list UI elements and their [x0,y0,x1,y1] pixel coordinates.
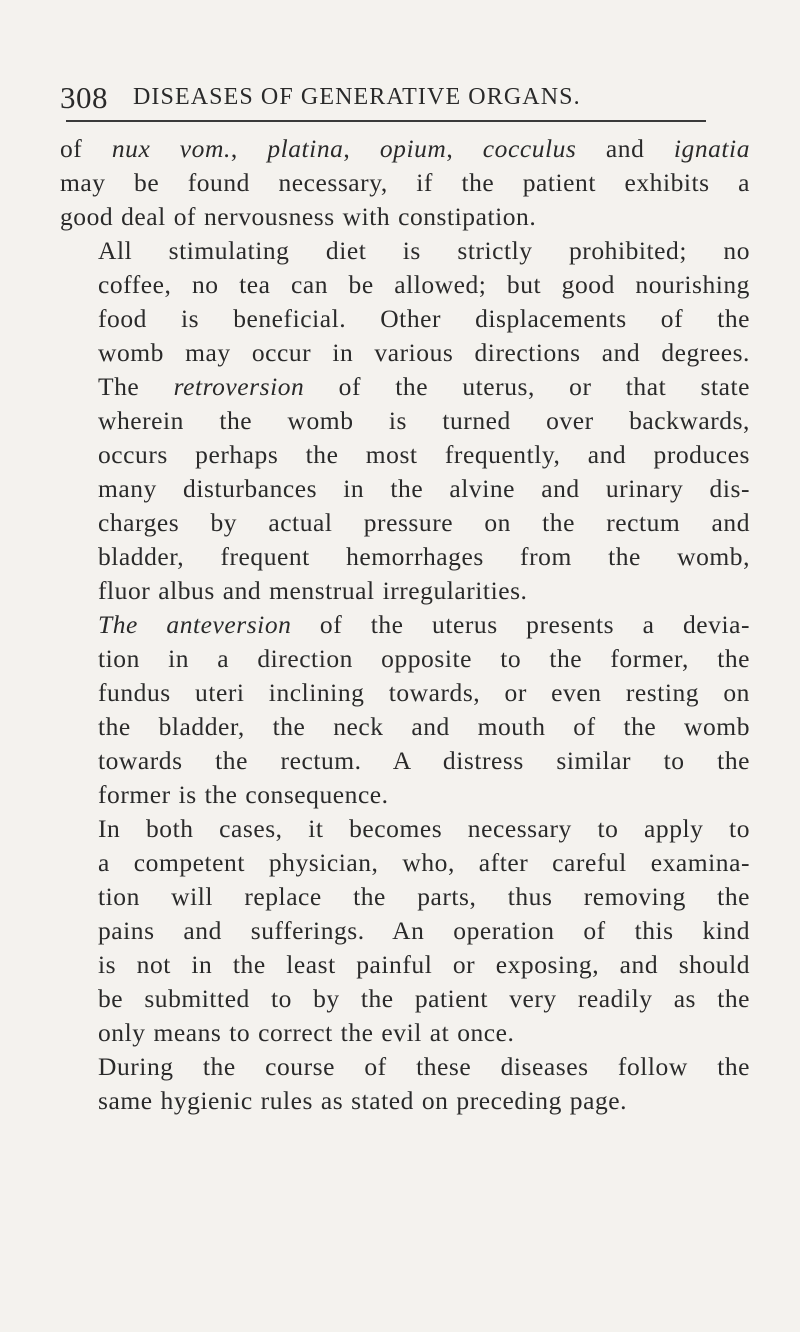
text-run: fluor albus and menstrual irregularities. [98,576,528,605]
text-run: wherein the womb is turned over backwards, [98,406,750,435]
paragraph [60,812,750,1050]
text-run: During the course of these diseases follow the [98,1052,750,1081]
text-line [60,404,750,438]
text-line [60,608,750,642]
text-line [60,1016,750,1050]
text-run: may be found necessary, if the patient exhibits a [60,168,750,197]
italic-term: ignatia [673,134,750,163]
paragraph [60,234,750,608]
text-run: only means to correct the evil at once. [98,1018,515,1047]
text-line [60,472,750,506]
text-run: of the uterus, or that state [304,372,750,401]
text-line [60,982,750,1016]
italic-term: cocculus [482,134,577,163]
italic-term: platina [267,134,344,163]
text-line [60,914,750,948]
text-run: occurs perhaps the most frequently, and produces [98,440,750,469]
text-line [60,778,750,812]
text-run: former is the consequence. [98,780,389,809]
text-line [60,540,750,574]
text-line [60,302,750,336]
text-run: , [343,134,380,163]
text-line [60,948,750,982]
text-line [60,200,750,234]
text-line [60,812,750,846]
text-line [60,880,750,914]
paragraph [60,608,750,812]
italic-term: opium [379,134,447,163]
text-line [60,710,750,744]
text-run: pains and sufferings. An operation of this kind [98,916,750,945]
text-run: the bladder, the neck and mouth of the womb [98,712,750,741]
text-line [60,1050,750,1084]
text-line [60,574,750,608]
running-head [60,80,750,120]
text-line [60,846,750,880]
text-run: be submitted to by the patient very readily as the [98,984,750,1013]
text-run: In both cases, it becomes necessary to apply to [98,814,750,843]
text-run: tion will replace the parts, thus removing the [98,882,750,911]
text-run: coffee, no tea can be allowed; but good nourishing [98,270,750,299]
text-run: bladder, frequent hemorrhages from the womb, [98,542,750,571]
text-run: fundus uteri inclining towards, or even resting on [98,678,750,707]
text-run: many disturbances in the alvine and urinary dis- [98,474,750,503]
text-run: of the uterus presents a devia- [291,610,750,639]
text-run: The [98,372,174,401]
body-text [60,132,750,1118]
text-line [60,744,750,778]
text-run: and [576,134,674,163]
text-line [60,642,750,676]
text-line [60,132,750,166]
text-line [60,336,750,370]
paragraph [60,132,750,234]
text-run: tion in a direction opposite to the former, the [98,644,750,673]
italic-term: nux vom. [111,134,231,163]
text-line [60,370,750,404]
page-number: 308 [60,80,108,115]
text-run: , [446,134,483,163]
text-run: charges by actual pressure on the rectum and [98,508,750,537]
text-run: good deal of nervousness with constipation. [60,202,537,231]
text-run: , [230,134,268,163]
running-title: DISEASES OF GENERATIVE ORGANS. [133,84,581,110]
header-rule [66,120,706,122]
italic-term: retroversion [173,372,305,401]
text-run: All stimulating diet is strictly prohibited; no [98,236,750,265]
text-run: same hygienic rules as stated on preceding page. [98,1086,628,1115]
book-page [60,80,750,1118]
text-line [60,438,750,472]
text-run: womb may occur in various directions and degrees. [98,338,750,367]
text-run: a competent physician, who, after careful examina- [98,848,750,877]
text-run: of [60,134,112,163]
italic-term: The anteversion [98,610,292,639]
text-line [60,506,750,540]
text-line [60,676,750,710]
text-line [60,268,750,302]
text-run: food is beneficial. Other displacements of the [98,304,750,333]
text-run: towards the rectum. A distress similar to the [98,746,750,775]
text-run: is not in the least painful or exposing, and should [98,950,750,979]
text-line [60,166,750,200]
text-line [60,1084,750,1118]
text-line [60,234,750,268]
paragraph [60,1050,750,1118]
